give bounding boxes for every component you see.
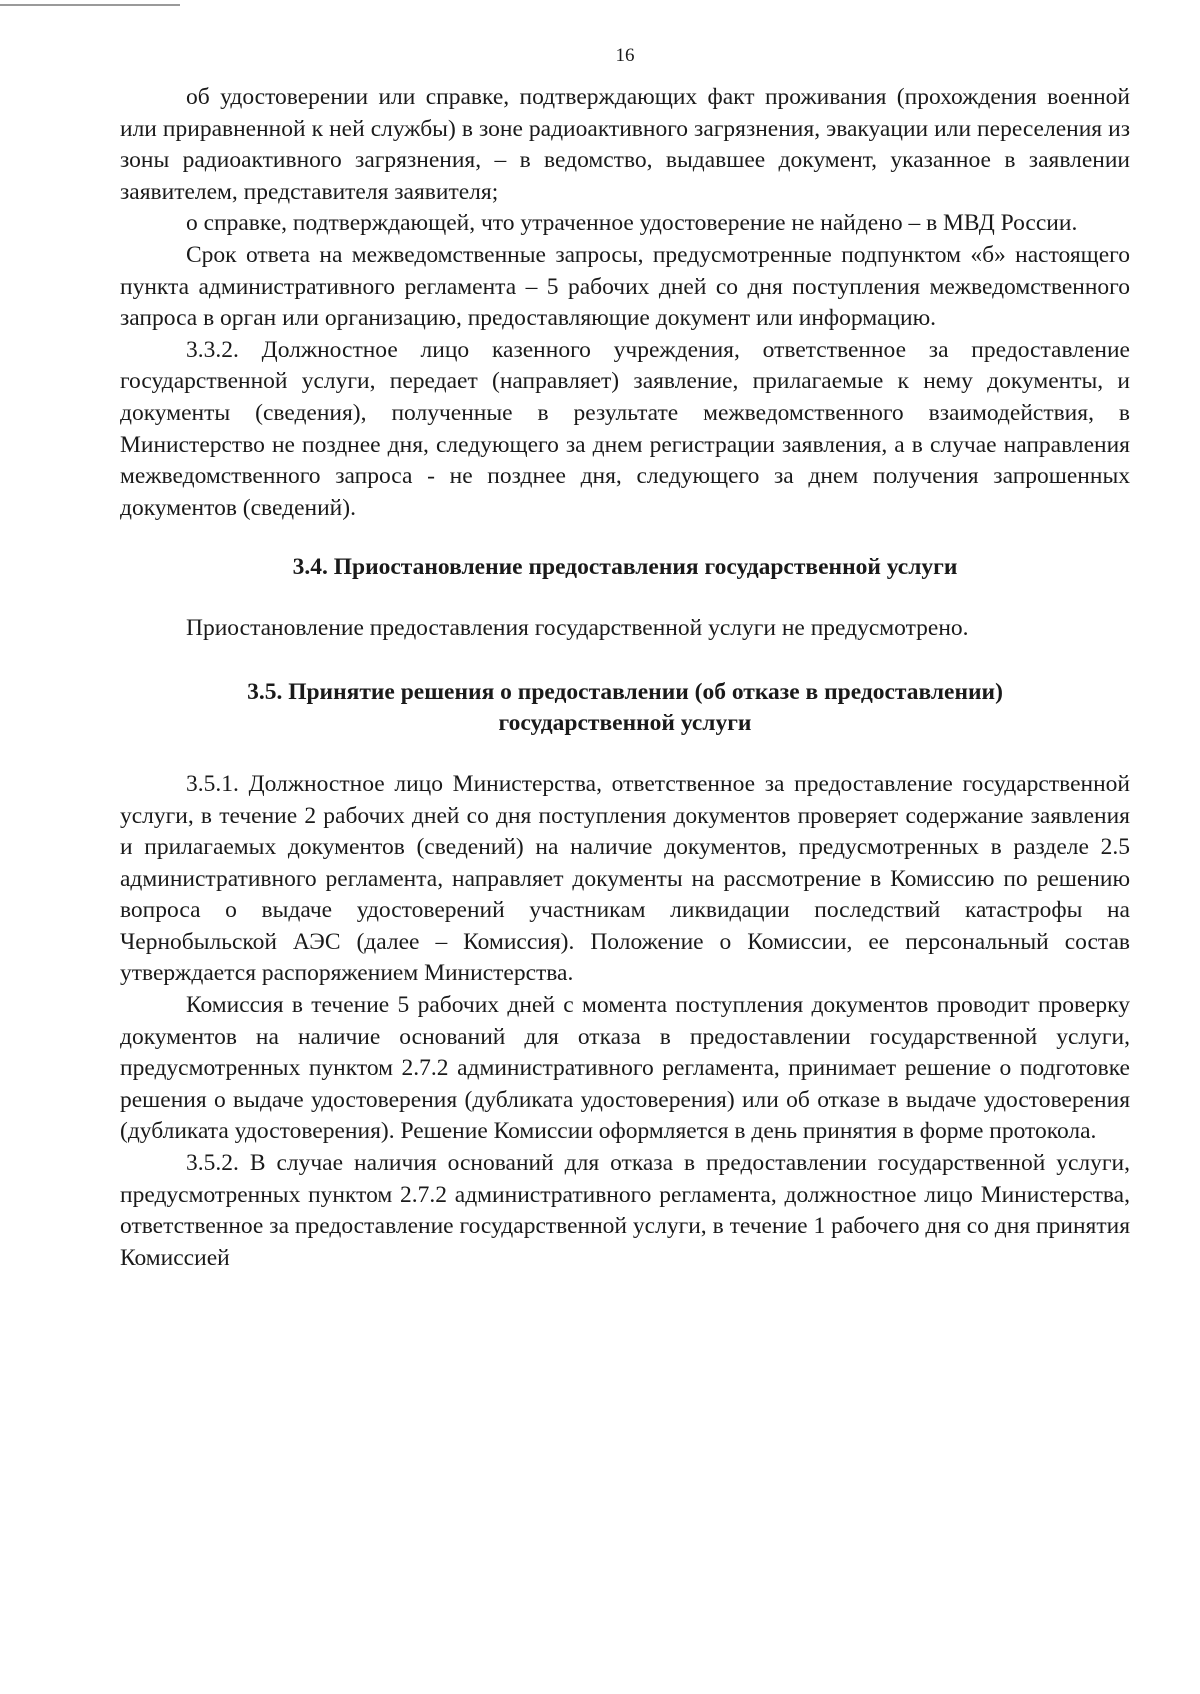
section-3-4-heading: 3.4. Приостановление предоставления государственной услуги xyxy=(292,554,958,581)
section-3-3-continuation xyxy=(120,82,1130,524)
paragraph-suspension-not-provided: Приостановление предоставления государственной услуги не предусмотрено. xyxy=(186,615,969,642)
paragraph-lost-certificate-request: о справке, подтверждающей, что утраченное удостоверение не найдено – в МВД России. xyxy=(186,210,1078,237)
paragraph-response-deadline: Срок ответа на межведомственные запросы, предусмотренные подпунктом «б» настоящего пункта административного регламента – 5 рабочих дней со дня поступления межведомственного запроса в орган или организацию, предоставляющие документ или информацию. xyxy=(120,241,1130,332)
document-page xyxy=(120,44,1130,1274)
top-edge-rule xyxy=(0,4,180,6)
section-3-4-body xyxy=(120,613,1130,645)
page-number: 16 xyxy=(615,45,635,66)
paragraph-3-3-2: 3.3.2. Должностное лицо казенного учреждения, ответственное за предоставление государственной услуги, передает (направляет) заявление, прилагаемые к нему документы, и документы (сведения), полученные в результате межведомственного взаимодействия, в Министерство не позднее дня, следующего за днем регистрации заявления, а в случае направления межведомственного запроса - не позднее дня, следующего за днем получения запрошенных документов (сведений). xyxy=(120,336,1130,521)
section-3-5-heading xyxy=(120,677,1130,739)
paragraph-3-5-1: 3.5.1. Должностное лицо Министерства, ответственное за предоставление государственной услуги, в течение 2 рабочих дней со дня поступления документов проверяет содержание заявления и прилагаемых документов (сведений) на наличие документов, предусмотренных в разделе 2.5 административного регламента, направляет документы на рассмотрение в Комиссию по решению вопроса о выдаче удостоверений участникам ликвидации последствий катастрофы на Чернобыльской АЭС (далее – Комиссия). Положение о Комиссии, ее персональный состав утверждается распоряжением Министерства. xyxy=(120,770,1130,987)
paragraph-residence-certificate-request: об удостоверении или справке, подтверждающих факт проживания (прохождения военной или приравненной к ней службы) в зоне радиоактивного загрязнения, эвакуации или переселения из зоны радиоактивного загрязнения, – в ведомство, выдавшее документ, указанное в заявлении заявителем, представителя заявителя; xyxy=(120,84,1130,205)
paragraph-3-5-2: 3.5.2. В случае наличия оснований для отказа в предоставлении государственной услуги, предусмотренных пунктом 2.7.2 административного регламента, должностное лицо Министерства, ответственное за предоставление государственной услуги, в течение 1 рабочего дня со дня принятия Комиссией xyxy=(120,1150,1130,1271)
paragraph-commission-review: Комиссия в течение 5 рабочих дней с момента поступления документов проводит проверку документов на наличие оснований для отказа в предоставлении государственной услуги, предусмотренных пунктом 2.7.2 административного регламента, принимает решение о подготовке решения о выдаче удостоверения (дубликата удостоверения) или об отказе в выдаче удостоверения (дубликата удостоверения). Решение Комиссии оформляется в день принятия в форме протокола. xyxy=(120,992,1130,1145)
section-3-5-body xyxy=(120,769,1130,1275)
section-3-5-heading-line1: 3.5. Принятие решения о предоставлении (об отказе в предоставлении) xyxy=(247,678,1003,705)
section-3-5-heading-line2: государственной услуги xyxy=(498,709,752,736)
